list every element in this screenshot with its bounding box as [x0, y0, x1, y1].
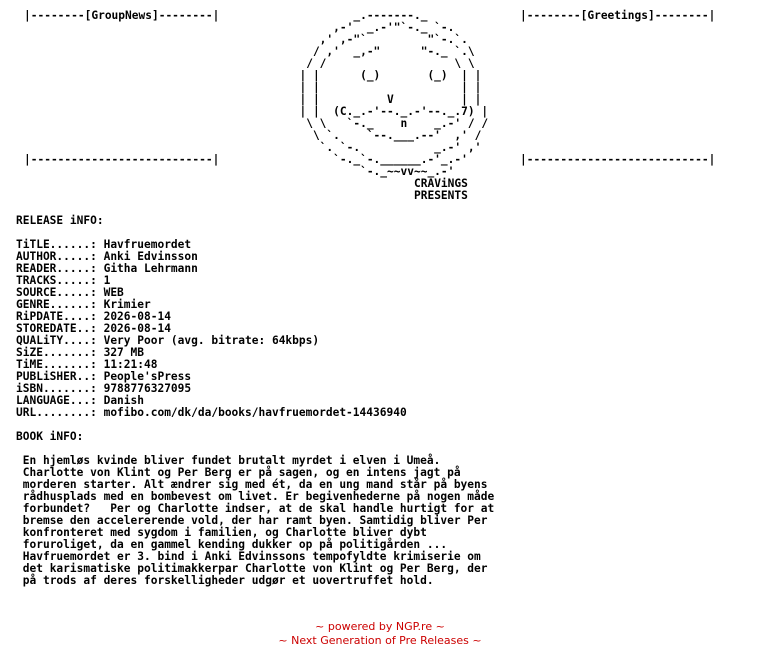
group-news-box	[24, 10, 219, 166]
release-field-label: SOURCE.....:	[16, 286, 97, 299]
release-field-value: Danish	[103, 394, 144, 407]
book-description-line: på trods af deres forskelligheder udgør et uovertruffet hold.	[22, 574, 434, 587]
release-field-value: 2026-08-14	[103, 322, 171, 335]
book-description-line: det karismatiske politimakkerpar Charlotte von Klint og Per Berg, der	[22, 562, 488, 575]
release-field-value: Anki Edvinsson	[103, 250, 198, 263]
book-info-heading: BOOK iNFO:	[16, 430, 84, 443]
release-field-value: People'sPress	[103, 370, 192, 383]
book-description-line: forbundet? Per og Charlotte indser, at de skal handle hurtigt for at	[22, 502, 495, 515]
ascii-face-art: _.-------._ ,-' _.-'"`-._ `-. ,' ,-"` "`-.`. / ,' _,-" "-._ `.\ / / \ \ | | (_) (_) | | | | | | | | V | | | | (C._.-'--._.-'--._.7) | \ \ `-._ n _.-' / / \ `. `--.___.--' ,' / `. `-. _.-' ,' `-._`-.______.-'_.-' `-._~~vv~~_.-'	[299, 9, 489, 178]
book-description	[16, 454, 494, 587]
greetings-header: |--------[Greetings]--------|	[520, 9, 716, 22]
release-field-label: PUBLiSHER..:	[16, 370, 97, 383]
release-field-label: RiPDATE....:	[16, 310, 97, 323]
release-info-heading: RELEASE iNFO:	[16, 214, 104, 227]
release-field-label: TiME.......:	[16, 358, 97, 371]
release-field-label: TRACKS.....:	[16, 274, 97, 287]
release-field-label: GENRE......:	[16, 298, 97, 311]
release-field-label: LANGUAGE...:	[16, 394, 97, 407]
release-field-value: 9788776327095	[103, 382, 192, 395]
group-news-header: |--------[GroupNews]--------|	[24, 9, 220, 22]
book-description-line: foruroliget, da en gammel kending dukker op på politigården ...	[22, 538, 448, 551]
release-field-value: 2026-08-14	[103, 310, 171, 323]
release-field-label: AUTHOR.....:	[16, 250, 97, 263]
release-field-value: WEB	[103, 286, 124, 299]
book-description-line: bremse den accelererende vold, der har ramt byen. Samtidig bliver Per	[22, 514, 488, 527]
group-news-footer: |---------------------------|	[24, 153, 220, 166]
release-field-value: Githa Lehrmann	[103, 262, 198, 275]
book-description-line: rådhusplads med en bombevest om livet. Er begivenhederne på nogen måde	[22, 490, 495, 503]
ascii-logo	[286, 10, 488, 202]
book-description-line: En hjemløs kvinde bliver fundet brutalt myrdet i elven i Umeå.	[22, 454, 441, 467]
release-fields	[16, 238, 407, 419]
presents-label: PRESENTS	[413, 189, 468, 202]
book-description-line: Havfruemordet er 3. bind i Anki Edvinssons tempofyldte krimiserie om	[22, 550, 481, 563]
release-field-label: QUALiTY....:	[16, 334, 97, 347]
greetings-box	[520, 10, 715, 166]
release-info-section	[16, 215, 494, 587]
release-field-row	[16, 406, 407, 419]
release-field-value: 1	[103, 274, 111, 287]
release-field-label: SiZE.......:	[16, 346, 97, 359]
book-description-line: Charlotte von Klint og Per Berg er på sagen, og en intens jagt på	[22, 466, 461, 479]
release-field-label: URL........:	[16, 406, 97, 419]
release-field-label: TiTLE......:	[16, 238, 97, 251]
release-field-label: STOREDATE..:	[16, 322, 97, 335]
release-field-value: Havfruemordet	[103, 238, 192, 251]
powered-by-text: ~ powered by NGP.re ~	[315, 620, 445, 633]
release-field-value: 11:21:48	[103, 358, 158, 371]
footer	[0, 620, 760, 648]
release-field-label: READER.....:	[16, 262, 97, 275]
tagline-text: ~ Next Generation of Pre Releases ~	[278, 634, 482, 647]
greetings-footer: |---------------------------|	[520, 153, 716, 166]
release-field-value: Krimier	[103, 298, 151, 311]
release-field-label: iSBN.......:	[16, 382, 97, 395]
group-name: CRAViNGS	[413, 177, 468, 190]
book-description-line: morderen starter. Alt ændrer sig med ét, da en ung mand står på byens	[22, 478, 488, 491]
book-description-line: konfronteret med sygdom i familien, og Charlotte bliver dybt	[22, 526, 427, 539]
release-field-value: Very Poor (avg. bitrate: 64kbps)	[103, 334, 320, 347]
release-field-value: mofibo.com/dk/da/books/havfruemordet-14436940	[103, 406, 407, 419]
release-field-value: 327 MB	[103, 346, 144, 359]
